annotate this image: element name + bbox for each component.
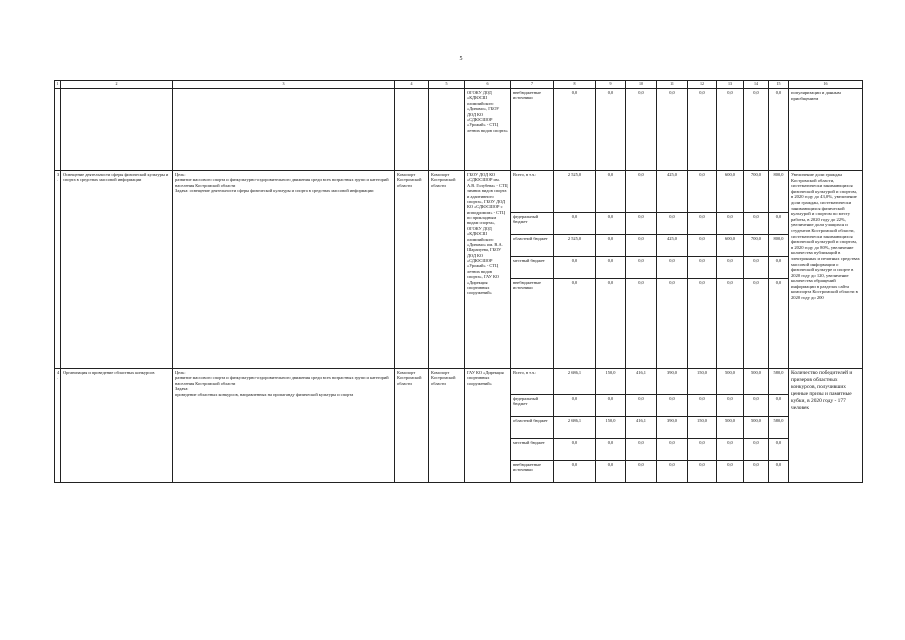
funding-value: 0,0 <box>596 439 626 461</box>
funding-value: 0,0 <box>657 213 688 235</box>
funding-value: 0,0 <box>657 89 688 171</box>
funding-value: 0,0 <box>596 89 626 171</box>
funding-source: федеральный бюджет <box>511 395 554 417</box>
funding-value: 0,0 <box>596 279 626 369</box>
funding-source: федеральный бюджет <box>511 213 554 235</box>
funding-value: 0,0 <box>596 461 626 483</box>
expected-result: Количество победителей и призеров областных конкурсов, получивших ценные призы и памятные кубки, в 2020 году - 177 человек <box>789 369 863 483</box>
funding-value: 0,0 <box>688 395 717 417</box>
funding-source: областной бюджет <box>511 235 554 257</box>
funding-value: 150,0 <box>596 369 626 395</box>
responsible-executor: Комспорт Костромской области <box>395 171 429 369</box>
funding-value: 150,0 <box>688 369 717 395</box>
participant: ОГОКУ ДОД «КДЮСШ олимпийского «Динамо», ГБОУ ДОД КО «СДЮСШОР «Урожай» - СТЦ летних видов спорта» <box>465 89 511 171</box>
funding-value: 0,0 <box>596 257 626 279</box>
funding-value: 0,0 <box>769 213 789 235</box>
funding-value: 0,0 <box>688 439 717 461</box>
funding-value: 0,0 <box>744 461 769 483</box>
column-number: 11 <box>657 81 688 89</box>
funding-value: 0,0 <box>744 213 769 235</box>
column-number: 3 <box>173 81 395 89</box>
funding-value: 0,0 <box>657 439 688 461</box>
funding-source: областной бюджет <box>511 417 554 439</box>
funding-value: 0,0 <box>717 461 744 483</box>
funding-value: 390,0 <box>657 369 688 395</box>
funding-value: 0,0 <box>769 279 789 369</box>
goal-task-cell <box>173 171 395 369</box>
funding-value: 0,0 <box>596 171 626 213</box>
funding-value: 580,0 <box>769 417 789 439</box>
funding-value: 0,0 <box>688 171 717 213</box>
funding-value: 0,0 <box>769 257 789 279</box>
funding-value: 0,0 <box>688 89 717 171</box>
funding-value: 800,0 <box>769 235 789 257</box>
funding-value: 0,0 <box>626 89 657 171</box>
funding-value: 150,0 <box>596 417 626 439</box>
funding-value: 0,0 <box>554 279 596 369</box>
funding-value: 0,0 <box>769 461 789 483</box>
funding-value: 150,0 <box>688 417 717 439</box>
goal-line: Цель: <box>175 370 186 375</box>
funding-value: 600,0 <box>717 235 744 257</box>
funding-value: 0,0 <box>744 89 769 171</box>
funding-value: 2 686,1 <box>554 369 596 395</box>
funding-value: 0,0 <box>717 395 744 417</box>
row-number: 3. <box>55 171 61 369</box>
funding-value: 580,0 <box>769 369 789 395</box>
funding-value: 0,0 <box>717 257 744 279</box>
funding-value: 0,0 <box>626 235 657 257</box>
goal-line: развитие массового спорта и физкультурно-оздоровительного движения среди всех возрастных групп и категорий населения Костромской области <box>175 375 389 386</box>
funding-value: 600,0 <box>717 171 744 213</box>
funding-source: внебюджетные источники <box>511 279 554 369</box>
funding-value: 0,0 <box>688 235 717 257</box>
funding-value: 0,0 <box>626 395 657 417</box>
funding-value: 0,0 <box>554 461 596 483</box>
funding-value: 0,0 <box>769 439 789 461</box>
funding-value: 0,0 <box>769 89 789 171</box>
funding-value: 2 525,0 <box>554 235 596 257</box>
expected-result: популяризации и данным приобщением <box>789 89 863 171</box>
funding-value: 0,0 <box>554 89 596 171</box>
funding-value: 0,0 <box>688 213 717 235</box>
column-number: 13 <box>717 81 744 89</box>
funding-value: 416,1 <box>626 369 657 395</box>
funding-value: 0,0 <box>626 461 657 483</box>
column-number: 12 <box>688 81 717 89</box>
column-number: 10 <box>626 81 657 89</box>
goal-line: Задача: освещение деятельности сферы физической культуры и спорта в средствах массовой информации <box>175 188 374 194</box>
funding-value: 0,0 <box>626 257 657 279</box>
goal-line: проведение областных конкурсов, направленных на пропаганду физической культуры и спорта <box>175 391 354 397</box>
activity-name: Освещение деятельности сферы физической культуры и спорта в средствах массовой информации <box>61 171 173 369</box>
page-number: 5 <box>459 56 463 62</box>
goal-task-cell <box>173 369 395 483</box>
funding-value: 0,0 <box>626 279 657 369</box>
funding-value: 0,0 <box>717 213 744 235</box>
co-executor: Комспорт Костромской области <box>429 171 465 369</box>
funding-value: 0,0 <box>657 395 688 417</box>
funding-value: 0,0 <box>626 171 657 213</box>
column-number-row <box>55 81 863 89</box>
column-number: 4 <box>395 81 429 89</box>
funding-value: 0,0 <box>554 257 596 279</box>
participant: ГБОУ ДОД КО «СДЮСШОР им. А.В. Голубева» - СТЦ зимних видов спорта и адаптивного спорта», ГБОУ ДОД КО «СДЮСШОР с ипподромом» - СТЦ по прикладным видам спорта», ОГОКУ ДОД «КДЮСШ олимпийского «Динамо» им. В.А. Шарапуева, ГБОУ ДОД КО «СДЮСШОР «Урожай» - СТЦ летних видов спорта», ГАУ КО «Дирекция спортивных сооружений» <box>465 171 511 369</box>
column-number: 15 <box>769 81 789 89</box>
column-number: 7 <box>511 81 554 89</box>
funding-source: внебюджетные источники <box>511 89 554 171</box>
funding-value: 425,0 <box>657 171 688 213</box>
funding-value: 2 525,0 <box>554 171 596 213</box>
funding-source: Всего, в т.ч.: <box>511 171 554 213</box>
funding-value: 0,0 <box>596 235 626 257</box>
column-number: 9 <box>596 81 626 89</box>
funding-value: 800,0 <box>769 171 789 213</box>
funding-value: 0,0 <box>596 213 626 235</box>
funding-value: 0,0 <box>596 395 626 417</box>
responsible-executor <box>395 89 429 171</box>
funding-value: 0,0 <box>688 279 717 369</box>
funding-source: Всего, в т.ч.: <box>511 369 554 395</box>
funding-value: 0,0 <box>717 89 744 171</box>
co-executor <box>429 89 465 171</box>
funding-value: 0,0 <box>626 439 657 461</box>
goal-line: развитие массового спорта и физкультурно-оздоровительного движения среди всех возрастных групп и категорий населения Костромской области <box>175 177 389 188</box>
funding-source: местный бюджет <box>511 439 554 461</box>
funding-value: 0,0 <box>657 257 688 279</box>
column-number: 8 <box>554 81 596 89</box>
funding-value: 0,0 <box>744 439 769 461</box>
goal-line: Задача: <box>175 386 189 392</box>
funding-value: 0,0 <box>688 257 717 279</box>
table-row <box>55 369 863 395</box>
funding-value: 0,0 <box>744 257 769 279</box>
column-number: 6 <box>465 81 511 89</box>
activity-name: Организация и проведение областных конкурсов <box>61 369 173 483</box>
funding-value: 500,0 <box>717 417 744 439</box>
funding-value: 0,0 <box>554 439 596 461</box>
funding-value: 700,0 <box>744 171 769 213</box>
funding-value: 0,0 <box>717 439 744 461</box>
funding-value: 0,0 <box>688 461 717 483</box>
goal-line: Цель: <box>175 172 186 177</box>
column-number: 2 <box>61 81 173 89</box>
funding-value: 700,0 <box>744 235 769 257</box>
funding-value: 0,0 <box>657 279 688 369</box>
table-row <box>55 89 863 171</box>
funding-value: 425,0 <box>657 235 688 257</box>
funding-value: 0,0 <box>769 395 789 417</box>
funding-value: 0,0 <box>744 395 769 417</box>
column-number: 5 <box>429 81 465 89</box>
funding-value: 0,0 <box>717 279 744 369</box>
participant: ГАУ КО «Дирекция спортивных сооружений» <box>465 369 511 483</box>
funding-source: местный бюджет <box>511 257 554 279</box>
program-table <box>54 80 863 483</box>
responsible-executor: Комспорт Костромской области <box>395 369 429 483</box>
funding-value: 0,0 <box>554 213 596 235</box>
funding-value: 500,0 <box>717 369 744 395</box>
column-number: 16 <box>789 81 863 89</box>
funding-value: 0,0 <box>626 213 657 235</box>
co-executor: Комспорт Костромской области <box>429 369 465 483</box>
funding-value: 390,0 <box>657 417 688 439</box>
funding-value: 0,0 <box>554 395 596 417</box>
funding-value: 500,0 <box>744 417 769 439</box>
goal-task-cell <box>173 89 395 171</box>
row-number: 4. <box>55 369 61 483</box>
funding-value: 0,0 <box>657 461 688 483</box>
funding-source: внебюджетные источники <box>511 461 554 483</box>
column-number: 1 <box>55 81 61 89</box>
column-number: 14 <box>744 81 769 89</box>
funding-value: 0,0 <box>744 279 769 369</box>
funding-value: 416,1 <box>626 417 657 439</box>
activity-name <box>61 89 173 171</box>
expected-result: Увеличение доли граждан Костромской области, систематически занимающихся физической культурой и спортом, в 2020 году до 43,0%, увеличение доли граждан, систематически занимающихся физической культурой и спортом по месту работы, в 2020 году до 22%, увеличение доли учащихся и студентов Костромской области, систематически занимающихся физической культурой и спортом, в 2020 году до 80%, увеличение количества публикаций в электронных и печатных средствах массовой информации о физической культуре и спорте в 2020 году до 120, увеличение количества обращений информации в разделах сайта комспорта Костромской области в 2020 году до 200 <box>789 171 863 369</box>
funding-value: 2 686,1 <box>554 417 596 439</box>
funding-value: 500,0 <box>744 369 769 395</box>
table-row <box>55 171 863 213</box>
